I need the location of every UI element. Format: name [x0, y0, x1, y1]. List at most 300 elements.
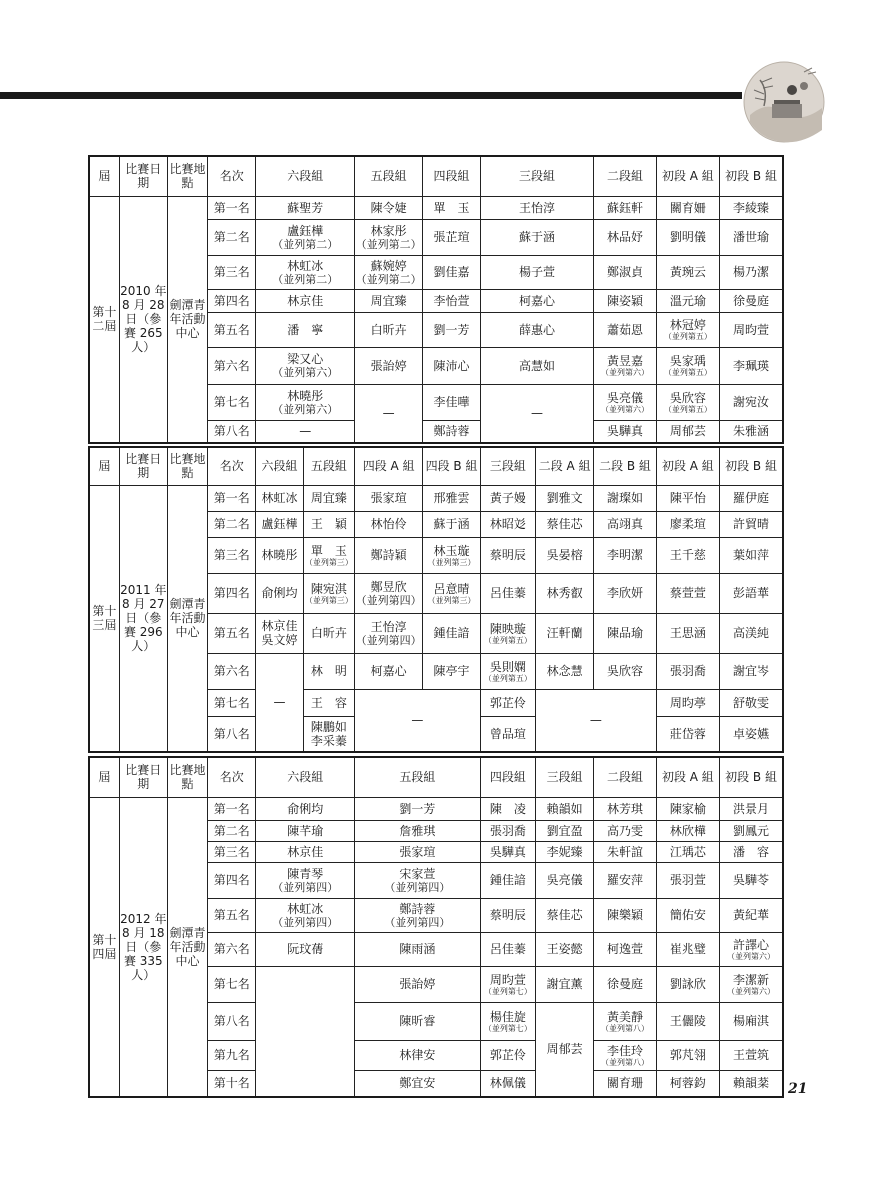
player-name: 鄭詩穎 [370, 548, 407, 562]
header-group: 四段組 [423, 156, 480, 196]
page-number: 21 [788, 1081, 808, 1097]
result-cell [256, 573, 303, 613]
player-name: 賴韻如 [546, 801, 583, 816]
header-group: 四段 B 組 [423, 447, 480, 485]
player-name: 林虹冰 [287, 901, 324, 916]
result-cell [720, 862, 783, 898]
result-cell [480, 1040, 535, 1070]
result-cell [354, 653, 422, 689]
result-cell [594, 1040, 656, 1070]
player-name: 陳昕睿 [399, 1014, 436, 1028]
result-cell [594, 420, 656, 443]
player-name: 王千慈 [669, 548, 706, 562]
player-name: 張芷瑄 [433, 230, 470, 244]
header-date: 比賽日期 [119, 757, 167, 797]
player-name: 徐曼庭 [607, 977, 644, 991]
result-cell [594, 797, 656, 820]
result-cell [354, 347, 422, 384]
player-name: 周郁芸 [546, 1042, 583, 1057]
result-cell [656, 312, 719, 347]
result-cell [656, 716, 719, 752]
session-label: 第十四屆 [89, 797, 119, 1097]
player-name: 林家彤 [370, 223, 407, 238]
result-cell [536, 932, 594, 966]
player-name: 莊岱蓉 [669, 726, 706, 741]
result-cell [720, 613, 783, 653]
player-name: 蔡佳芯 [546, 517, 583, 531]
header-group: 二段 B 組 [594, 447, 656, 485]
tie-note: （並列第五） [663, 332, 712, 341]
player-name: 王思涵 [669, 626, 706, 640]
result-cell [656, 966, 719, 1002]
player-name: 謝璨如 [607, 491, 644, 505]
result-cell [656, 573, 719, 613]
result-cell [656, 347, 719, 384]
player-name: 王姿懿 [546, 942, 583, 956]
result-cell [594, 966, 656, 1002]
empty-mark: — [531, 406, 544, 421]
tie-note: （並列第三） [427, 595, 476, 605]
player-name: 賴韻棻 [733, 1076, 770, 1091]
player-name: 曾品瑄 [489, 726, 526, 741]
result-cell [480, 932, 535, 966]
result-cell [256, 797, 355, 820]
result-cell [480, 511, 535, 537]
player-name: 林昭彣 [489, 517, 526, 531]
result-cell [256, 862, 355, 898]
rank-cell: 第二名 [208, 511, 256, 537]
empty-result-cell [354, 384, 422, 443]
player-name: 潘世瑜 [733, 230, 770, 244]
header-group: 四段 A 組 [354, 447, 422, 485]
rank-cell: 第十名 [208, 1070, 256, 1097]
result-cell [423, 613, 480, 653]
result-cell [423, 289, 480, 312]
result-cell [720, 485, 783, 511]
rank-cell: 第七名 [208, 689, 256, 716]
result-cell [303, 573, 354, 613]
rank-cell: 第四名 [208, 862, 256, 898]
player-name: 李欣妍 [607, 586, 644, 600]
result-cell [594, 653, 656, 689]
result-cell [354, 1070, 480, 1097]
venue: 劍潭青年活動中心 [167, 797, 207, 1097]
player-name: 單 玉 [433, 200, 470, 215]
empty-mark: — [589, 713, 602, 728]
result-cell [480, 219, 594, 255]
player-name: 周昀萱 [489, 972, 526, 987]
player-name: 鄭詩蓉 [399, 901, 436, 916]
player-name: 柯逸萱 [607, 942, 644, 956]
result-cell [720, 573, 783, 613]
result-cell [423, 485, 480, 511]
rank-cell: 第五名 [208, 312, 256, 347]
player-name: 陳映璇 [489, 621, 526, 636]
player-name: 許貿晴 [733, 517, 770, 531]
result-cell [656, 537, 719, 573]
result-cell [536, 511, 594, 537]
player-name: 王 穎 [310, 517, 347, 531]
result-cell [720, 420, 783, 443]
result-cell [656, 1002, 719, 1040]
result-cell [354, 613, 422, 653]
player-name: 黃琬云 [669, 265, 706, 279]
player-name: 吳驊苓 [733, 873, 770, 887]
result-cell [354, 1002, 480, 1040]
player-name: 陳家榆 [669, 801, 706, 816]
player-name: 阮玟蒨 [287, 942, 324, 956]
result-cell [480, 289, 594, 312]
player-name: 楊佳旋 [489, 1009, 526, 1024]
player-name: 柯蓉鈞 [669, 1076, 706, 1091]
player-name: 呂意晴 [433, 581, 470, 596]
player-name: 鄭昱欣 [370, 579, 407, 594]
competition-date: 2010 年 8 月 28 日（參賽 265 人） [119, 196, 167, 443]
header-rule [0, 92, 742, 99]
header-group: 三段組 [480, 447, 535, 485]
player-name: 劉雅文 [546, 491, 583, 505]
tie-note: （並列第八） [601, 1023, 650, 1033]
tie-note: （並列第六） [272, 402, 339, 416]
result-cell [720, 1002, 783, 1040]
result-cell [303, 653, 354, 689]
result-cell [423, 573, 480, 613]
player-name: 陳平怡 [669, 491, 706, 505]
player-name: 蘇婉婷 [370, 258, 407, 273]
player-name: 蔡佳芯 [546, 908, 583, 922]
result-cell [354, 196, 422, 219]
header-rank: 名次 [208, 447, 256, 485]
result-cell [256, 898, 355, 932]
result-cell [720, 312, 783, 347]
result-cell [536, 485, 594, 511]
result-cell [354, 932, 480, 966]
player-name: 蔡萱萱 [669, 586, 706, 600]
result-cell [536, 1002, 594, 1097]
result-cell [720, 898, 783, 932]
result-cell [656, 289, 719, 312]
result-cell [720, 716, 783, 752]
result-cell [423, 255, 480, 289]
tie-note: （並列第四） [272, 880, 339, 894]
venue: 劍潭青年活動中心 [167, 196, 207, 443]
player-name: 林律安 [399, 1048, 436, 1062]
player-name: 鄭淑貞 [607, 265, 644, 279]
player-name: 王怡淳 [519, 200, 556, 215]
header-date: 比賽日期 [119, 447, 167, 485]
player-name: 劉佳嘉 [433, 265, 470, 279]
header-group: 六段組 [256, 156, 355, 196]
header-group: 二段 A 組 [536, 447, 594, 485]
player-name: 王儷陵 [669, 1014, 706, 1028]
player-name: 張羽喬 [669, 664, 706, 678]
empty-result-cell [354, 689, 480, 752]
rank-cell: 第六名 [208, 932, 256, 966]
player-name: 張家瑄 [399, 844, 436, 859]
result-cell [354, 966, 480, 1002]
player-name: 李怡萱 [433, 293, 470, 308]
result-cell [720, 347, 783, 384]
result-cell [354, 485, 422, 511]
empty-mark: — [382, 406, 395, 421]
player-name: 白昕卉 [310, 626, 347, 640]
session-label: 第十三屆 [89, 485, 119, 752]
result-cell [480, 196, 594, 219]
player-name: 林京佳 [287, 293, 324, 308]
player-name: 李潔新 [733, 972, 770, 987]
player-name: 李佳嘩 [433, 395, 470, 409]
result-cell [594, 1002, 656, 1040]
result-cell [720, 537, 783, 573]
player-name: 彭語華 [733, 586, 770, 600]
rank-cell: 第七名 [208, 384, 256, 420]
result-cell [594, 862, 656, 898]
result-cell [656, 196, 719, 219]
player-name: 蘇于涵 [519, 230, 556, 244]
competition-date: 2012 年 8 月 18 日（參賽 335 人） [119, 797, 167, 1097]
result-cell [536, 898, 594, 932]
header-group: 四段組 [480, 757, 535, 797]
result-cell [423, 219, 480, 255]
rank-cell: 第四名 [208, 573, 256, 613]
player-name: 詹雅琪 [399, 823, 436, 838]
result-cell [594, 255, 656, 289]
player-name: 張詒婷 [370, 358, 407, 373]
player-name: 邢雅雲 [433, 491, 470, 505]
player-name: 許譯心 [733, 937, 770, 952]
header-group: 初段 B 組 [720, 757, 783, 797]
player-name: 林虹冰 [287, 258, 324, 273]
result-cell [256, 511, 303, 537]
player-name: 高慧如 [519, 358, 556, 373]
player-name: 王萱筑 [733, 1048, 770, 1062]
player-name: 朱軒誼 [607, 844, 644, 859]
result-cell [720, 932, 783, 966]
player-name: 林品妤 [607, 230, 644, 244]
result-cell [594, 841, 656, 862]
player-name: 劉一芳 [433, 322, 470, 337]
player-name: 陳令婕 [370, 200, 407, 215]
player-name: 林京佳 吳文婷 [261, 619, 298, 647]
player-name: 林京佳 [287, 844, 324, 859]
result-cell [480, 820, 535, 841]
result-cell [256, 196, 355, 219]
result-cell [423, 653, 480, 689]
tie-note: （並列第二） [355, 237, 422, 251]
result-cell [594, 384, 656, 420]
result-cell [354, 573, 422, 613]
tie-note: （並列第二） [272, 272, 339, 286]
result-cell [423, 347, 480, 384]
header-group: 初段 A 組 [656, 447, 719, 485]
tie-note: （並列第五） [483, 635, 532, 645]
player-name: 張家瑄 [370, 491, 407, 505]
result-cell [536, 966, 594, 1002]
player-name: 卓姿嬿 [733, 726, 770, 741]
player-name: 廖柔瑄 [669, 517, 706, 531]
header-group: 初段 B 組 [720, 447, 783, 485]
header-session: 屆 [89, 156, 119, 196]
result-cell [354, 219, 422, 255]
player-name: 李佳玲 [607, 1043, 644, 1058]
result-cell [720, 841, 783, 862]
result-cell [480, 347, 594, 384]
player-name: 高渼純 [733, 626, 770, 640]
player-name: 林 明 [310, 664, 347, 678]
player-name: 黃紀華 [733, 908, 770, 922]
player-name: 陳雨涵 [399, 942, 436, 956]
player-name: 劉一芳 [399, 801, 436, 816]
result-cell [656, 653, 719, 689]
result-cell [480, 1070, 535, 1097]
result-cell [720, 219, 783, 255]
player-name: 蘇于涵 [433, 517, 470, 531]
result-cell [720, 1070, 783, 1097]
tie-note: （並列第三） [304, 557, 353, 567]
result-cell [303, 537, 354, 573]
result-cell [720, 966, 783, 1002]
player-name: 蘇鈺軒 [607, 200, 644, 215]
empty-result-cell [256, 653, 303, 752]
result-cell [256, 219, 355, 255]
empty-mark: — [273, 695, 286, 710]
result-cell [480, 653, 535, 689]
rank-cell: 第五名 [208, 613, 256, 653]
player-name: 郭芷伶 [489, 1048, 526, 1062]
result-cell [480, 537, 535, 573]
tie-note: （並列第二） [272, 237, 339, 251]
player-name: 吳欣容 [669, 390, 706, 405]
player-name: 林芳琪 [607, 801, 644, 816]
result-cell [536, 862, 594, 898]
empty-mark: — [411, 713, 424, 728]
result-cell [720, 689, 783, 716]
result-cell [354, 255, 422, 289]
result-cell [303, 689, 354, 716]
result-cell [423, 420, 480, 443]
tie-note: （並列第五） [663, 404, 712, 414]
result-cell [480, 841, 535, 862]
result-cell [656, 820, 719, 841]
tie-note: （並列第三） [427, 557, 476, 567]
player-name: 舒敬雯 [733, 695, 770, 710]
player-name: 盧鈺樺 [287, 223, 324, 238]
player-name: 周昀萱 [733, 322, 770, 337]
result-cell [594, 219, 656, 255]
empty-mark: — [299, 424, 312, 439]
player-name: 柯嘉心 [519, 293, 556, 308]
header-group: 二段組 [594, 156, 656, 196]
result-cell [256, 537, 303, 573]
result-cell [480, 613, 535, 653]
result-cell [354, 289, 422, 312]
go-board-emblem-icon [742, 60, 827, 145]
player-name: 高乃雯 [607, 823, 644, 838]
result-cell [423, 196, 480, 219]
player-name: 謝宜薰 [546, 977, 583, 991]
player-name: 林虹冰 [261, 491, 298, 505]
player-name: 白昕卉 [370, 322, 407, 337]
result-cell [594, 196, 656, 219]
result-cell [536, 573, 594, 613]
player-name: 鄭詩蓉 [433, 424, 470, 439]
tie-note: （並列第六） [272, 366, 339, 379]
player-name: 王怡淳 [370, 619, 407, 634]
rank-cell: 第八名 [208, 420, 256, 443]
header-group: 六段組 [256, 447, 303, 485]
tie-note: （並列第七） [483, 1023, 532, 1033]
result-cell [480, 1002, 535, 1040]
player-name: 劉宜盈 [546, 823, 583, 838]
player-name: 單 玉 [310, 543, 347, 558]
player-name: 吳欣容 [607, 664, 644, 678]
player-name: 李珮瑛 [733, 358, 770, 373]
player-name: 張羽萱 [669, 873, 706, 887]
tie-note: （並列第五） [483, 673, 532, 683]
result-cell [656, 841, 719, 862]
header-group: 初段 B 組 [720, 156, 783, 196]
result-cell [656, 1040, 719, 1070]
result-cell [480, 716, 535, 752]
rank-cell: 第四名 [208, 289, 256, 312]
tie-note: （並列第四） [384, 915, 451, 929]
player-name: 高翊真 [607, 517, 644, 531]
player-name: 朱雅涵 [733, 424, 770, 439]
result-cell [256, 485, 303, 511]
player-name: 張羽喬 [489, 823, 526, 838]
result-cell [536, 820, 594, 841]
result-cell [536, 653, 594, 689]
result-cell [423, 312, 480, 347]
result-cell [256, 347, 355, 384]
result-cell [480, 966, 535, 1002]
header-group: 二段組 [594, 757, 656, 797]
result-cell [594, 537, 656, 573]
player-name: 黃昱嘉 [607, 354, 644, 368]
tie-note: （並列第四） [355, 593, 422, 607]
player-name: 謝宛汝 [733, 395, 770, 409]
result-cell [354, 862, 480, 898]
player-name: 呂佳蓁 [489, 586, 526, 600]
player-name: 蕭茹恩 [607, 322, 644, 337]
result-cell [594, 347, 656, 384]
header-group: 五段組 [303, 447, 354, 485]
result-cell [656, 255, 719, 289]
player-name: 葉如萍 [733, 548, 770, 562]
player-name: 林冠婷 [669, 318, 706, 332]
player-name: 潘 寧 [287, 322, 324, 337]
result-cell [256, 255, 355, 289]
result-cell [480, 573, 535, 613]
player-name: 汪軒蘭 [546, 626, 583, 640]
player-name: 吳則嫻 [489, 659, 526, 674]
result-cell [656, 898, 719, 932]
result-cell [594, 1070, 656, 1097]
player-name: 關育姍 [669, 200, 706, 215]
result-cell [594, 312, 656, 347]
result-cell [594, 485, 656, 511]
result-cell [594, 820, 656, 841]
header-group: 五段組 [354, 757, 480, 797]
player-name: 吳晏榕 [546, 548, 583, 562]
competition-date: 2011 年 8 月 27 日（參賽 296 人） [119, 485, 167, 752]
tie-note: （並列第四） [272, 915, 339, 929]
player-name: 鄭宜安 [399, 1076, 436, 1091]
result-cell [536, 841, 594, 862]
header-venue: 比賽地點 [167, 156, 207, 196]
player-name: 陳品瑜 [607, 626, 644, 640]
result-cell [656, 485, 719, 511]
